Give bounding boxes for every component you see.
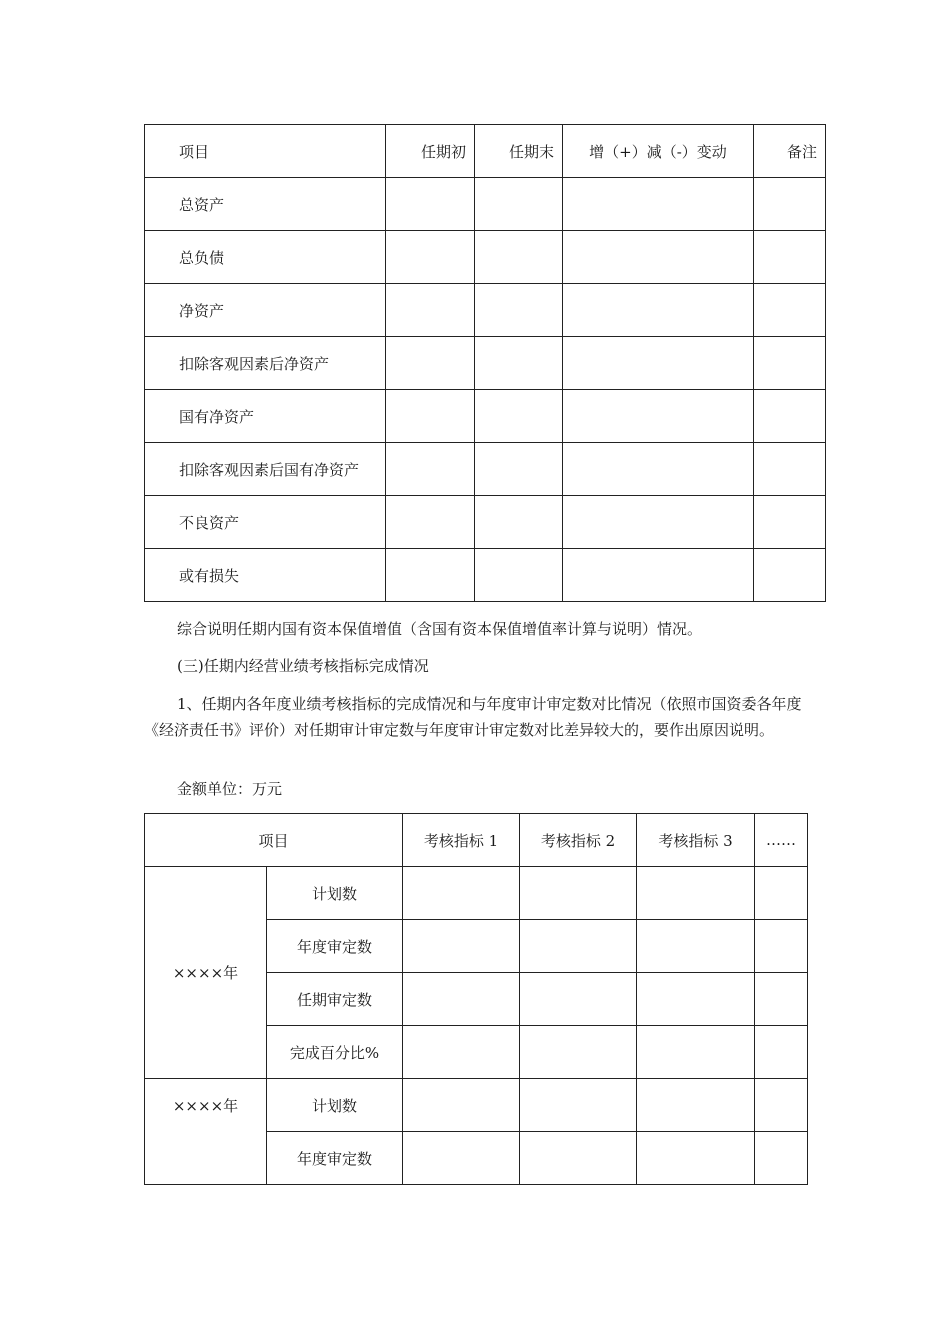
year-cell: ××××年 bbox=[145, 1079, 267, 1185]
year-cell: ××××年 bbox=[145, 867, 267, 1079]
row-label: 扣除客观因素后国有净资产 bbox=[145, 443, 386, 496]
cell bbox=[386, 337, 475, 390]
cell bbox=[637, 1132, 755, 1185]
cell bbox=[520, 867, 637, 920]
header-indicator-2: 考核指标 2 bbox=[520, 814, 637, 867]
asset-change-table bbox=[144, 124, 826, 602]
cell bbox=[403, 867, 520, 920]
table-row bbox=[145, 231, 826, 284]
row-label: 总负债 bbox=[145, 231, 386, 284]
cell bbox=[403, 920, 520, 973]
cell bbox=[475, 337, 563, 390]
table-row bbox=[145, 1079, 808, 1132]
table-row bbox=[145, 549, 826, 602]
header-start: 任期初 bbox=[386, 125, 475, 178]
cell bbox=[755, 1132, 808, 1185]
cell bbox=[475, 496, 563, 549]
row-label: 年度审定数 bbox=[267, 920, 403, 973]
row-label: 年度审定数 bbox=[267, 1132, 403, 1185]
table-row bbox=[145, 337, 826, 390]
cell bbox=[637, 973, 755, 1026]
cell bbox=[755, 1079, 808, 1132]
cell bbox=[520, 973, 637, 1026]
cell bbox=[637, 1026, 755, 1079]
cell bbox=[755, 867, 808, 920]
amount-unit-note: 金额单位：万元 bbox=[177, 780, 283, 798]
row-label: 总资产 bbox=[145, 178, 386, 231]
cell bbox=[755, 973, 808, 1026]
cell bbox=[386, 178, 475, 231]
cell bbox=[754, 390, 826, 443]
row-label: 或有损失 bbox=[145, 549, 386, 602]
cell bbox=[520, 1132, 637, 1185]
cell bbox=[403, 1026, 520, 1079]
row-label: 净资产 bbox=[145, 284, 386, 337]
cell bbox=[754, 496, 826, 549]
table-header-row bbox=[145, 814, 808, 867]
header-indicator-1: 考核指标 1 bbox=[403, 814, 520, 867]
cell bbox=[754, 337, 826, 390]
row-label: 不良资产 bbox=[145, 496, 386, 549]
cell bbox=[475, 178, 563, 231]
cell bbox=[754, 443, 826, 496]
capital-summary-paragraph: 综合说明任期内国有资本保值增值（含国有资本保值增值率计算与说明）情况。 bbox=[177, 620, 703, 638]
cell bbox=[563, 443, 754, 496]
performance-paragraph: 1、任期内各年度业绩考核指标的完成情况和与年度审计审定数对比情况（依照市国资委各年度《经济责任书》评价）对任期审计审定数与年度审计审定数对比差异较大的，要作出原因说明。 bbox=[144, 695, 802, 739]
row-label: 计划数 bbox=[267, 867, 403, 920]
cell bbox=[475, 549, 563, 602]
row-label: 完成百分比% bbox=[267, 1026, 403, 1079]
cell bbox=[563, 178, 754, 231]
table-row bbox=[145, 496, 826, 549]
cell bbox=[563, 284, 754, 337]
cell bbox=[386, 231, 475, 284]
cell bbox=[475, 390, 563, 443]
cell bbox=[637, 867, 755, 920]
header-item: 项目 bbox=[145, 125, 386, 178]
cell bbox=[386, 284, 475, 337]
cell bbox=[386, 496, 475, 549]
cell bbox=[563, 231, 754, 284]
cell bbox=[563, 496, 754, 549]
cell bbox=[754, 549, 826, 602]
cell bbox=[563, 549, 754, 602]
header-indicator-3: 考核指标 3 bbox=[637, 814, 755, 867]
cell bbox=[755, 1026, 808, 1079]
table-row bbox=[145, 867, 808, 920]
table-row bbox=[145, 284, 826, 337]
cell bbox=[386, 443, 475, 496]
row-label: 任期审定数 bbox=[267, 973, 403, 1026]
row-label: 扣除客观因素后净资产 bbox=[145, 337, 386, 390]
table-row bbox=[145, 178, 826, 231]
header-end: 任期末 bbox=[475, 125, 563, 178]
table-row bbox=[145, 443, 826, 496]
cell bbox=[475, 231, 563, 284]
cell bbox=[754, 231, 826, 284]
header-remark: 备注 bbox=[754, 125, 826, 178]
cell bbox=[637, 920, 755, 973]
header-item: 项目 bbox=[145, 814, 403, 867]
cell bbox=[475, 284, 563, 337]
cell bbox=[563, 390, 754, 443]
table-row bbox=[145, 390, 826, 443]
cell bbox=[386, 549, 475, 602]
cell bbox=[637, 1079, 755, 1132]
performance-indicator-table bbox=[144, 813, 808, 1185]
cell bbox=[386, 390, 475, 443]
cell bbox=[520, 1026, 637, 1079]
cell bbox=[403, 1132, 520, 1185]
header-change: 增（+）减（-）变动 bbox=[563, 125, 754, 178]
cell bbox=[754, 178, 826, 231]
cell bbox=[755, 920, 808, 973]
header-more: …… bbox=[755, 814, 808, 867]
cell bbox=[403, 1079, 520, 1132]
cell bbox=[475, 443, 563, 496]
cell bbox=[563, 337, 754, 390]
section-heading: (三)任期内经营业绩考核指标完成情况 bbox=[177, 657, 429, 675]
cell bbox=[520, 1079, 637, 1132]
cell bbox=[520, 920, 637, 973]
row-label: 计划数 bbox=[267, 1079, 403, 1132]
cell bbox=[403, 973, 520, 1026]
cell bbox=[754, 284, 826, 337]
row-label: 国有净资产 bbox=[145, 390, 386, 443]
table-header-row bbox=[145, 125, 826, 178]
